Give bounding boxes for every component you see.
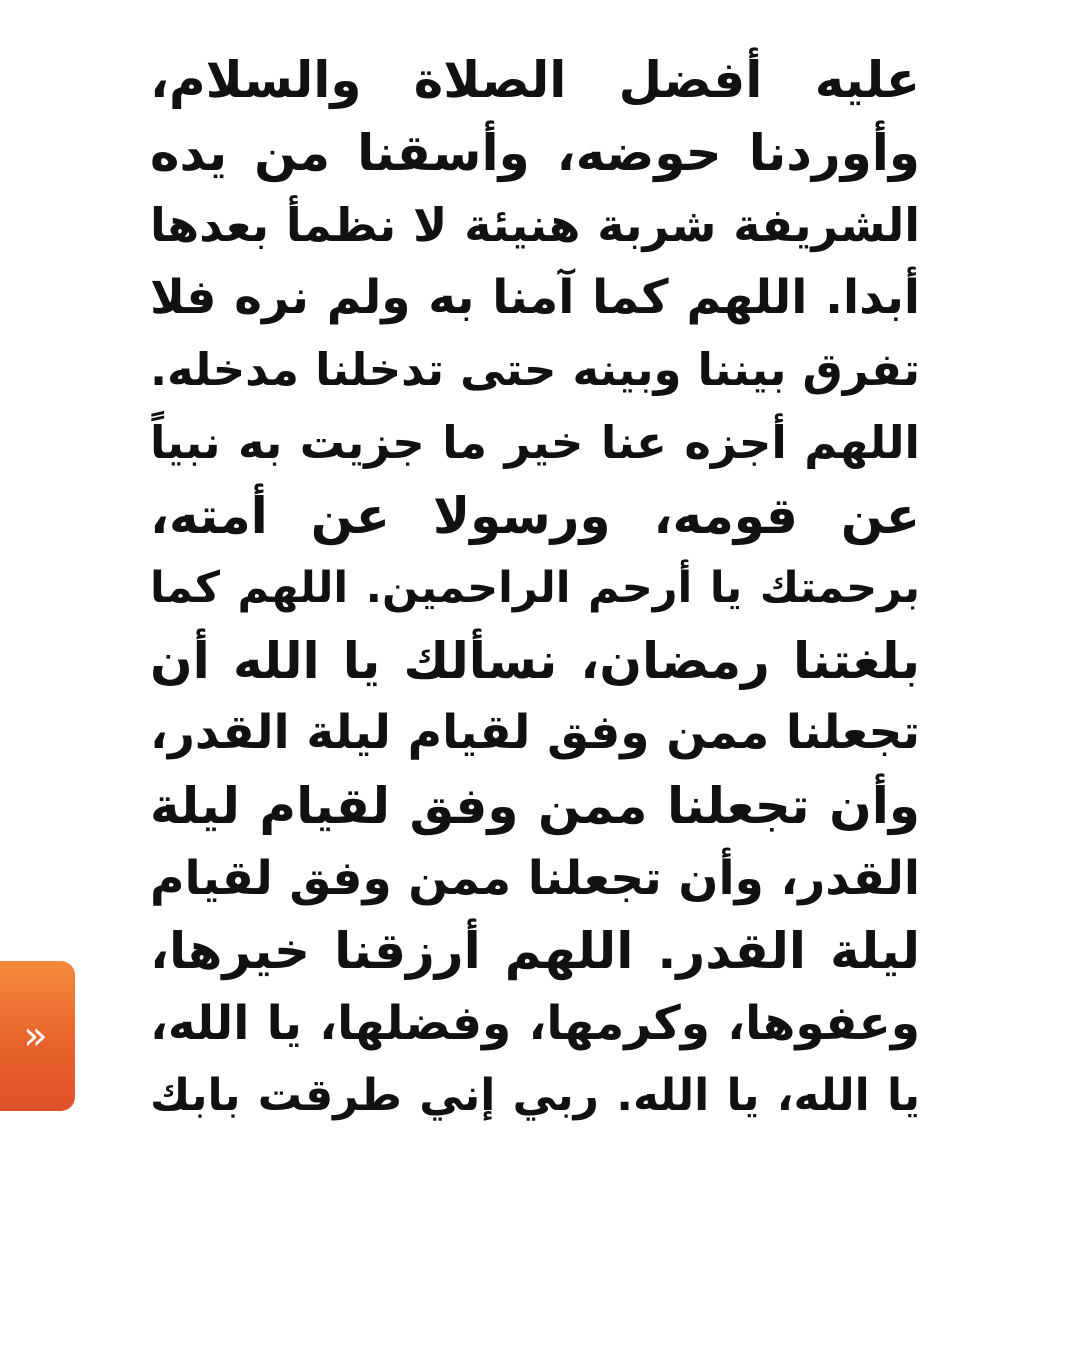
text-line-4: أبدا. اللهم كما آمنا به ولم نره فلا [150, 269, 920, 325]
text-line-14: وعفوها، وكرمها، وفضلها، يا الله، [150, 995, 920, 1051]
text-line-5: تفرق بيننا وبينه حتى تدخلنا مدخله. [150, 343, 920, 397]
arabic-text-block [150, 44, 920, 1133]
text-line-7: عن قومه، ورسولا عن أمته، [150, 486, 920, 545]
text-line-13: ليلة القدر. اللهم أرزقنا خيرها، [150, 922, 920, 981]
double-chevron-right-icon: » [23, 1013, 48, 1059]
text-line-2: وأوردنا حوضه، وأسقنا من يده [150, 123, 920, 182]
text-line-15: يا الله، يا الله. ربي إني طرقت بابك [150, 1070, 920, 1122]
text-line-6: اللهم أجزه عنا خير ما جزيت به نبياً [150, 415, 920, 469]
text-line-11: وأن تجعلنا ممن وفق لقيام ليلة [150, 776, 920, 835]
text-line-3: الشريفة شربة هنيئة لا نظمأ بعدها [150, 198, 920, 253]
next-page-tab[interactable] [0, 961, 75, 1111]
text-line-12: القدر، وأن تجعلنا ممن وفق لقيام [150, 850, 920, 906]
text-line-1: عليه أفضل الصلاة والسلام، [150, 51, 920, 109]
text-line-9: بلغتنا رمضان، نسألك يا الله أن [150, 631, 920, 690]
text-line-8: برحمتك يا أرحم الراحمين. اللهم كما [150, 563, 920, 614]
text-line-10: تجعلنا ممن وفق لقيام ليلة القدر، [150, 705, 920, 761]
